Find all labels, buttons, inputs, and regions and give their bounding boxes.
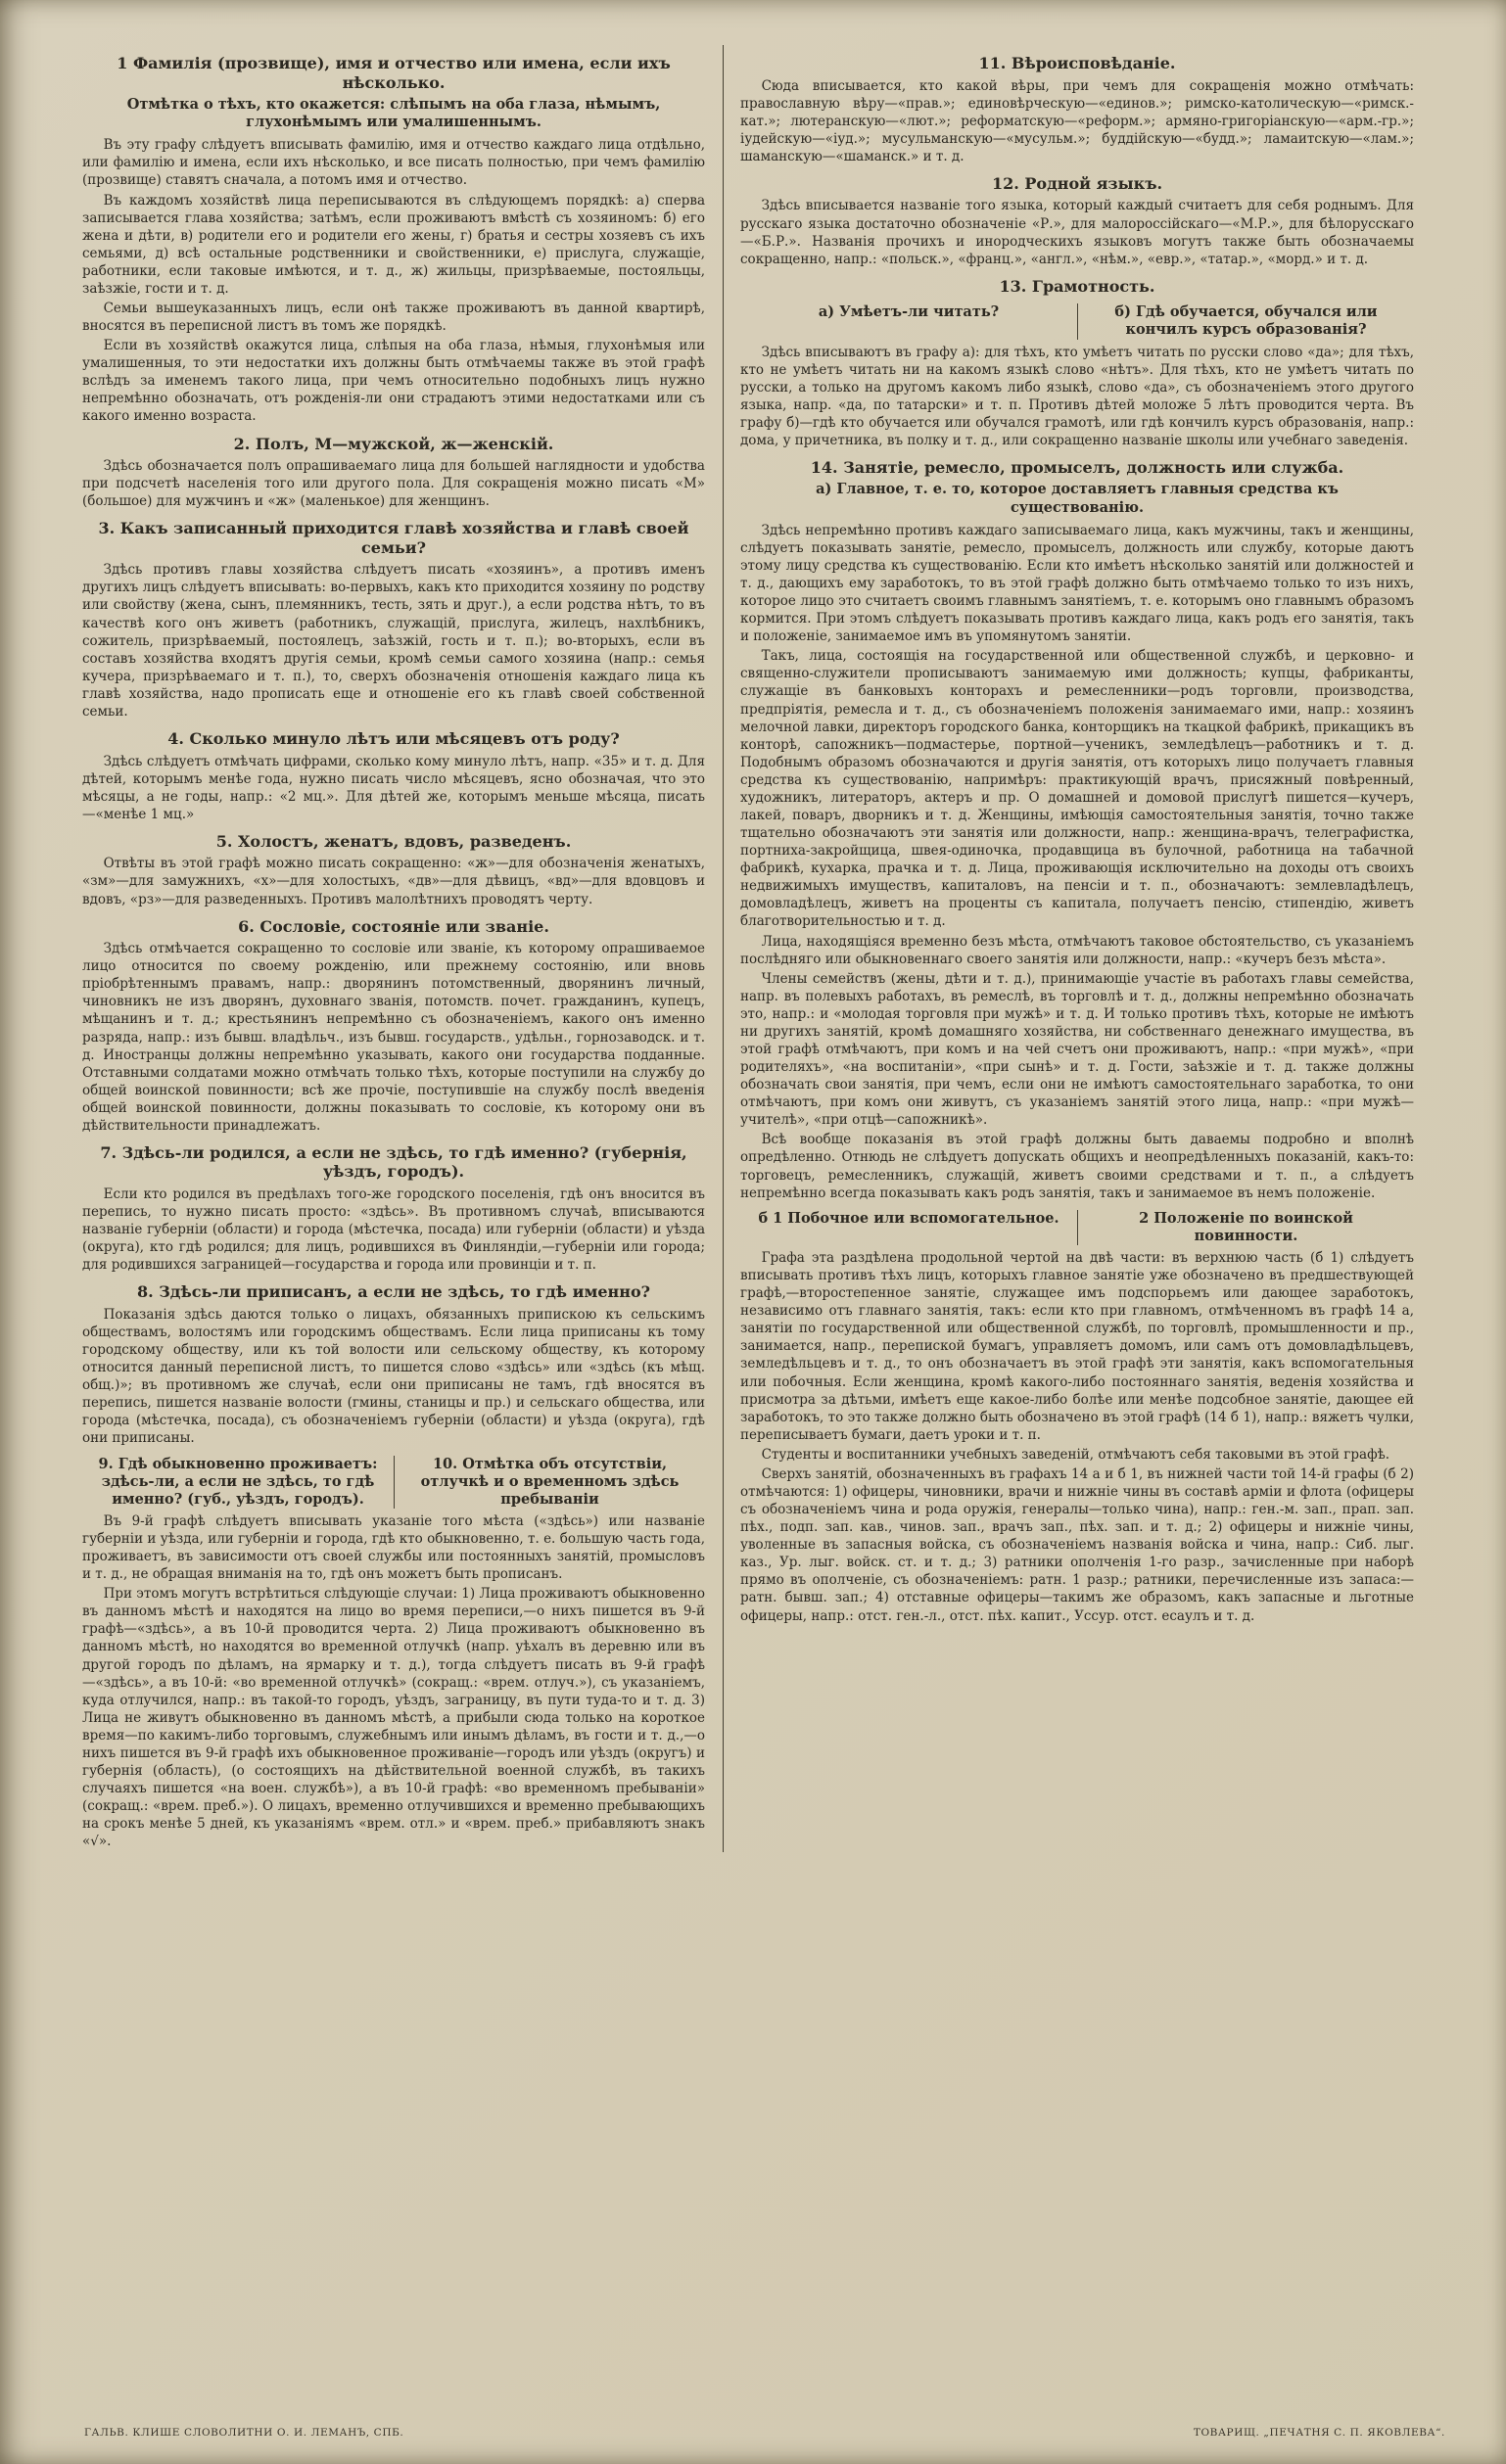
imprint-right: ТОВАРИЩ. „ПЕЧАТНЯ С. П. ЯКОВЛЕВА“. [1193,2427,1445,2439]
right-para-2: Сюда вписывается, кто какой вѣры, при чемъ для сокращенія можно отмѣчать: православную вѣру—«прав.»; единовѣрческую—«единов.»; римско-католическую—«римск.-кат.»; лютеранскую—«лют.»; реформатскую—«реформ.»; армяно-григоріанскую—«арм.-гр.»; іудейскую—«іуд.»; мусульманскую—«мусульм.»; буддійскую—«будд.»; ламаитскую—«лам.»; шаманскую—«шаманск.» и т. д. [740,77,1414,164]
section-9-10-heading [82,1456,705,1509]
left-para-4: Въ каждомъ хозяйствѣ лица переписываются въ слѣдующемъ порядкѣ: а) сперва записывается глава хозяйства; затѣмъ, если проживаютъ вмѣстѣ съ хозяиномъ: б) его жена и дѣти, в) родители его и родители его жены, г) братья и сестры хозяевъ съ ихъ семьями, д) всѣ остальные родственники и свойственники, е) прислуга, служащіе, работники, если таковые имѣются, и т. д., ж) жильцы, призрѣваемые, постояльцы, заѣзжіе, гости и т. д. [82,192,705,297]
section-14-heading: 14. Занятіе, ремесло, промыселъ, должность или служба. [810,457,1344,477]
left-para-10: Здѣсь противъ главы хозяйства слѣдуетъ писать «хозяинъ», а противъ именъ другихъ лицъ слѣдуетъ вписывать: во-первыхъ, какъ кто приходится хозяину по родству или свойству (жена, сынъ, племянникъ, тесть, зять и друг.), а если родства нѣтъ, то въ качествѣ кого онъ живетъ (работникъ, служащій, прислуга, жилецъ, нахлѣбникъ, сожитель, призрѣваемый, постоялецъ, заѣзжій, гость и т. п.); во-вторыхъ, если въ составъ хозяйства входятъ другія семьи, кромѣ семьи самого хозяина (напр.: семья кучера, призрѣваемаго и т. п.), то, сверхъ обозначенія отношенія каждаго лица къ главѣ хозяйства, надо прописать еще и отношеніе его къ главѣ своей собственной семьи. [82,562,705,720]
section-13-subheading-cell-2: б) Гдѣ обучается, обучался или кончилъ курсъ образованія? [1077,303,1414,339]
left-para-16: Здѣсь отмѣчается сокращенно то сословіе или званіе, къ которому опрашиваемое лицо относится по своему рожденію, или прежнему состоянію, или вновь пріобрѣтеннымъ правамъ, напр.: дворянинъ потомственный, дворянинъ личный, чиновникъ не изъ дворянъ, духовнаго званія, потомств. почет. гражданинъ, купецъ, мѣщанинъ и т. д.; крестьянинъ непремѣнно съ обозначеніемъ, какого онъ именно разряда, напр.: изъ бывш. владѣльч., изъ бывш. государств., удѣльн., горнозаводск. и т. д. Иностранцы должны непремѣнно указывать, какого они государства подданные. Отставными солдатами можно отмѣчать только тѣхъ, которые поступили на службу до общей воинской повинности; всѣ же прочіе, поступившіе на службу послѣ введенія общей воинской повинности, должны показывать то сословіе, къ которому они въ дѣйствительности принадлежатъ. [82,941,705,1134]
imprint-left: ГАЛЬВ. КЛИШЕ СЛОВОЛИТНИ О. И. ЛЕМАНЪ, СПБ. [84,2427,404,2439]
section-9-10-heading-cell-2: 10. Отмѣтка объ отсутствіи, отлучкѣ и о временномъ здѣсь пребываніи [394,1456,705,1509]
right-para-16: Графа эта раздѣлена продольной чертой на двѣ части: въ верхнюю часть (б 1) слѣдуетъ вписывать противъ тѣхъ лицъ, которыхъ главное занятіе уже обозначено въ предшествующей графѣ,—второстепенное занятіе, служащее имъ подспорьемъ или дающее заработокъ, независимо отъ главнаго занятія, такъ: если кто при главномъ, отмѣченномъ въ графѣ 14 а, занятіи по государственной или общественной службѣ, по торговлѣ, промышленности и пр., занимается, напр., перепиской бумагъ, управляетъ домомъ, или самъ отъ домовладѣльцевъ, земледѣльцевъ и т. д., то онъ обозначаетъ въ этой графѣ эти занятія, какъ вспомогательныя или побочныя. Если женщина, кромѣ какого-либо постояннаго занятія, веденія хозяйства и присмотра за дѣтьми, имѣетъ еще какое-либо болѣе или менѣе подсобное занятіе, дающее ей заработокъ, то это также должно быть обозначено въ этой графѣ (14 б 1), напр.: вяжетъ чулки, переписываетъ бумаги, даетъ уроки и т. п. [740,1249,1414,1443]
right-para-13: Члены семействъ (жены, дѣти и т. д.), принимающіе участіе въ работахъ главы семейства, напр. въ полевыхъ работахъ, въ ремеслѣ, въ торговлѣ и т. д., должны непремѣнно обозначать это, напр.: и «молодая торговля при мужѣ» и т. д. И только противъ тѣхъ, которые не имѣютъ ни другихъ занятій, кромѣ домашняго хозяйства, ни собственнаго денежнаго имущества, въ этой графѣ отмѣчаютъ, при комъ и на чей счетъ они проживаютъ, напр.: «при мужѣ», «при родителяхъ», «на воспитаніи», «при сынѣ» и т. д. Гости, заѣзжіе и т. д. также должны обозначать свои занятія, при чемъ, если они не имѣютъ самостоятельнаго заработка, то они отмѣчаютъ, при комъ они живутъ, съ указаніемъ занятій этого лица, напр.: «при мужѣ—учителѣ», «при отцѣ—сапожникѣ». [740,970,1414,1129]
section-12-heading: 12. Родной языкъ. [991,173,1163,193]
left-para-14: Отвѣты въ этой графѣ можно писать сокращенно: «ж»—для обозначенія женатыхъ, «зм»—для замужнихъ, «х»—для холостыхъ, «дв»—для дѣвицъ, «вд»—для вдовцовъ и вдовъ, «рз»—для разведенныхъ. Противъ малолѣтнихъ проводятъ черту. [82,856,705,907]
right-para-14: Всѣ вообще показанія въ этой графѣ должны быть даваемы подробно и вполнѣ опредѣленно. Отнюдь не слѣдуетъ допускать общихъ и неопредѣленныхъ показаній, какъ-то: торговецъ, ремесленникъ, служащій, живетъ своими средствами и т. п., а слѣдуетъ непремѣнно всегда показывать какъ родъ занятія, такъ и занимаемое въ немъ положеніе. [740,1132,1414,1201]
section-6-heading: 6. Сословіе, состояніе или званіе. [238,916,549,936]
left-para-5: Семьи вышеуказанныхъ лицъ, если онѣ также проживаютъ въ данной квартирѣ, вносятся въ переписной листъ въ томъ же порядкѣ. [82,300,705,335]
left-para-22: Въ 9-й графѣ слѣдуетъ вписывать указаніе того мѣста («здѣсь») или названіе губерніи и уѣзда, или губерніи и города, гдѣ кто обыкновенно, т. е. большую часть года, проживаетъ, въ зависимости отъ своей службы или постоянныхъ занятій, промысловъ и т. д., не обращая вниманія на то, гдѣ онъ можетъ быть прописанъ. [82,1512,705,1583]
right-para-11: Такъ, лица, состоящія на государственной или общественной службѣ, и церковно- и священно-служители прописываютъ занимаемую ими должность; купцы, фабриканты, служащіе въ банковыхъ конторахъ и ремесленники—родъ торговли, производства, предпріятія, ремесла и т. д., съ обозначеніемъ положенія занимаемаго ими, напр.: хозяинъ мелочной лавки, директоръ городского банка, конторщикъ на ткацкой фабрикѣ, прикащикъ въ конторѣ, сапожникъ—подмастерье, портной—ученикъ, земледѣлецъ—работникъ и т. д. Подобнымъ образомъ обозначаются и другія занятія, отъ которыхъ лицо получаетъ главныя средства къ существованію, напримѣръ: практикующій врачъ, присяжный повѣренный, художникъ, литераторъ, актеръ и пр. О домашней и домовой прислугѣ пишется—кучеръ, лакей, поваръ, дворникъ и т. д. Женщины, имѣющія самостоятельныя занятія, точно также тщательно обозначаютъ эти занятія или должности, напр.: женщина-врачъ, телеграфистка, портниха-закройщица, швея-одиночка, продавщица въ булочной, работница на табачной фабрикѣ, кухарка, прачка и т. д. Лица, проживающія исключительно на доходы отъ своихъ недвижимыхъ имуществъ, капиталовъ, на пенсіи и т. п., обозначаютъ: землевладѣлецъ, домовладѣлецъ, живетъ на проценты съ капитала, получаетъ пенсію, стипендію, живетъ благотворительностью и т. д. [740,648,1414,930]
section-13-heading: 13. Грамотность. [999,276,1155,296]
section-1-subheading: Отмѣтка о тѣхъ, кто окажется: слѣпымъ на оба глаза, нѣмымъ, глухонѣмымъ или умалишеннымъ. [126,96,661,131]
left-para-23: При этомъ могутъ встрѣтиться слѣдующіе случаи: 1) Лица проживаютъ обыкновенно въ данномъ мѣстѣ и находятся на лицо во время переписи,—о нихъ пишется въ 9-й графѣ—«здѣсь», а въ 10-й проводится черта. 2) Лица проживаютъ обыкновенно въ данномъ мѣстѣ, но находятся во временной отлучкѣ (напр. уѣхалъ въ деревню или въ другой городъ по дѣламъ, на ярмарку и т. д.), тогда слѣдуетъ писать въ 9-й графѣ—«здѣсь», а въ 10-й: «во временной отлучкѣ» (сокращ.: «врем. отлуч.»), съ указаніемъ, куда отлучился, напр.: въ такой-то городъ, уѣздъ, заграницу, въ пути туда-то и т. д. 3) Лица не живутъ обыкновенно въ данномъ мѣстѣ, а прибыли сюда только на короткое время—по какимъ-либо торговымъ, служебнымъ или инымъ дѣламъ, въ гости и т. д.,—о нихъ пишется въ 9-й графѣ ихъ обыкновенное проживаніе—городъ или уѣздъ (округъ) и губернія (область), (о состоящихъ на дѣйствительной военной службѣ, въ такихъ случаяхъ пишется «на воен. службѣ»), а въ 10-й графѣ: «во временномъ пребываніи» (сокращ.: «врем. преб.»). О лицахъ, временно отлучившихся и временно пребывающихъ на срокъ менѣе 5 дней, къ указаніямъ «врем. отл.» и «врем. преб.» прибавляютъ знакъ «√». [82,1586,705,1850]
section-9-10-heading-cell-1: 9. Гдѣ обыкновенно проживаетъ: здѣсь-ли, а если не здѣсь, то гдѣ именно? (губ., уѣздъ, городъ). [98,1455,378,1508]
left-para-8: Здѣсь обозначается полъ опрашиваемаго лица для большей наглядности и удобства при подсчетѣ населенія того или другого пола. Для сокращенія можно писать «М» (большое) для мужчинъ и «ж» (маленькое) для женщинъ. [82,458,705,510]
right-para-4: Здѣсь вписывается названіе того языка, который каждый считаетъ для себя роднымъ. Для русскаго языка достаточно обозначеніе «Р.», для малороссійскаго—«М.Р.», для бѣлорусскаго—«Б.Р.». Названія прочихъ и инородческихъ языковъ могутъ также быть обозначаемы сокращенно, напр.: «польск.», «франц.», «англ.», «нѣм.», «евр.», «татар.», «морд.» и т. д. [740,198,1414,267]
left-para-18: Если кто родился въ предѣлахъ того-же городского поселенія, гдѣ онъ вносится въ перепись, то нужно писать просто: «здѣсь». Въ противномъ случаѣ, вписываются названіе губерніи (области) и города (мѣстечка, посада) или губерніи (области) и уѣзда (округа), кто гдѣ родился; для лицъ, родившихся въ Финляндіи,—губерніи или города; для родившихся заграницей—государства и города или провинціи и т. п. [82,1186,705,1274]
right-column [740,45,1414,1852]
left-para-20: Показанія здѣсь даются только о лицахъ, обязанныхъ припискою къ сельскимъ обществамъ, волостямъ или городскимъ обществамъ. Если лица приписаны къ тому городскому обществу, или къ той волости или сельскому обществу, къ которому относится данный переписной листъ, то пишется слово «здѣсь» или «здѣсь (къ мѣщ. общ.)»; въ противномъ же случаѣ, если они приписаны не тамъ, гдѣ вносятся въ перепись, пишется названіе волости (гмины, станицы и пр.) и сельскаго общества, или города (мѣстечка, посада), съ обозначеніемъ губерніи (области) и уѣзда (округа), гдѣ они приписаны. [82,1306,705,1447]
section-14b-heading [740,1210,1414,1245]
section-5-heading: 5. Холостъ, женатъ, вдовъ, разведенъ. [215,831,572,851]
section-14b-heading-cell-2: 2 Положеніе по воинской повинности. [1077,1210,1414,1245]
column-divider-rule [723,45,724,1852]
section-8-heading: 8. Здѣсь-ли приписанъ, а если не здѣсь, то гдѣ именно? [136,1282,651,1302]
section-11-heading: 11. Вѣроисповѣданіе. [978,54,1176,72]
imprint-footer [0,2427,1506,2439]
section-3-heading: 3. Какъ записанный приходится главѣ хозяйства и главѣ своей семьи? [98,519,689,557]
section-2-heading: 2. Полъ, М—мужской, ж—женскій. [233,434,554,453]
section-7-heading: 7. Здѣсь-ли родился, а если не здѣсь, то гдѣ именно? (губернія, уѣздъ, городъ). [100,1142,687,1182]
section-4-heading: 4. Сколько минуло лѣтъ или мѣсяцевъ отъ роду? [167,729,620,749]
right-para-17: Студенты и воспитанники учебныхъ заведеній, отмѣчаютъ себя таковыми въ этой графѣ. [761,1446,1390,1463]
left-para-6: Если въ хозяйствѣ окажутся лица, слѣпыя на оба глаза, нѣмыя, глухонѣмыя или умалишенныя, то эти недостатки ихъ должны быть отмѣчаемы также въ этой графѣ вслѣдъ за именемъ такого лица, при чемъ относительно подобныхъ лицъ нужно непремѣнно обозначать, отъ рожденія-ли они страдаютъ этими недостатками или съ какого именно возраста. [82,338,705,425]
section-13-subheading [740,303,1414,339]
right-para-10: Здѣсь непремѣнно противъ каждаго записываемаго лица, какъ мужчины, такъ и женщины, слѣдуетъ показывать занятіе, ремесло, промыселъ, должность или службу, которые даютъ этому лицу средства къ существованію. Если кто имѣетъ нѣсколько занятій или должностей и т. д., дающихъ ему заработокъ, то въ этой графѣ должно быть отмѣчаемо только то изъ нихъ, которое лицо это считаетъ своимъ главнымъ занятіемъ, т. е. которымъ оно главнымъ образомъ кормится. При этомъ слѣдуетъ показывать противъ каждаго лица, какъ родъ его занятія, такъ и положеніе, занимаемое имъ въ упомянутомъ занятіи. [740,522,1414,645]
left-para-12: Здѣсь слѣдуетъ отмѣчать цифрами, сколько кому минуло лѣтъ, напр. «35» и т. д. Для дѣтей, которымъ менѣе года, нужно писать число мѣсяцевъ, ясно обозначая, что это мѣсяцы, а не годы, напр.: «2 мц.». Для дѣтей же, которымъ меньше мѣсяца, писать—«менѣе 1 мц.» [82,753,705,822]
section-13-subheading-cell-1: а) Умѣетъ-ли читать? [818,303,1000,321]
right-para-7: Здѣсь вписываютъ въ графу а): для тѣхъ, кто умѣетъ читать по русски слово «да»; для тѣхъ, кто не умѣетъ читать ни на какомъ языкѣ слово «нѣтъ». Для тѣхъ, кто не умѣетъ читать по русски, а только на другомъ какомъ либо языкѣ, слово «да», съ обозначеніемъ этого другого языка, напр. «да, по татарски» и т. п. Противъ дѣтей моложе 5 лѣтъ проводится черта. Въ графу б)—гдѣ кто обучается или обучался грамотѣ, или гдѣ кончилъ курсъ образованія, напр.: дома, у причетника, въ полку и т. д., или сокращенно названіе школы или учебнаго заведенія. [740,344,1414,448]
section-14b-heading-cell-1: б 1 Побочное или вспомогательное. [758,1209,1059,1227]
section-14a-subheading: а) Главное, т. е. то, которое доставляетъ главныя средства къ существованію. [816,481,1339,516]
left-para-3: Въ эту графу слѣдуетъ вписывать фамилію, имя и отчество каждаго лица отдѣльно, или фамилію и имена, если ихъ нѣсколько, и все писать полностью, при чемъ фамилію (прозвище) ставятъ сначала, а потомъ имя и отчество. [82,137,705,189]
right-para-12: Лица, находящіяся временно безъ мѣста, отмѣчаютъ таковое обстоятельство, съ указаніемъ послѣдняго или обыкновеннаго своего занятія или должности, напр.: «кучеръ безъ мѣста». [740,933,1414,967]
section-1-heading: 1 Фамилія (прозвище), имя и отчество или имена, если ихъ нѣсколько. [117,54,671,92]
left-column [82,45,705,1852]
right-para-18: Сверхъ занятій, обозначенныхъ въ графахъ 14 а и б 1, въ нижней части той 14-й графы (б 2) отмѣчаются: 1) офицеры, чиновники, врачи и нижніе чины въ составѣ арміи и флота (офицеры съ обозначеніемъ чина и рода оружія, генералы—только чина), напр.: ген.-м. зап., прап. зап. пѣх., подп. зап. кав., чинов. зап., врачъ зап., пѣх. зап. и т. д.; 2) офицеры и нижніе чины, уволенные въ запасныя войска, съ обозначеніемъ названія войска и чина, напр.: Сиб. лыг. каз., Ур. лыг. войск. ст. и т. д.; 3) ратники ополченія 1-го разр., зачисленные при наборѣ прямо въ ополченіе, съ обозначеніемъ: ратн. 1 разр.; ратники, перечисленные изъ запаса:—ратн. бывш. зап.; 4) отставные офицеры—такимъ же образомъ, какъ запасные и льготные офицеры, напр.: отст. ген.-л., отст. пѣх. капит., Уссур. отст. есаулъ и т. д. [740,1465,1414,1624]
